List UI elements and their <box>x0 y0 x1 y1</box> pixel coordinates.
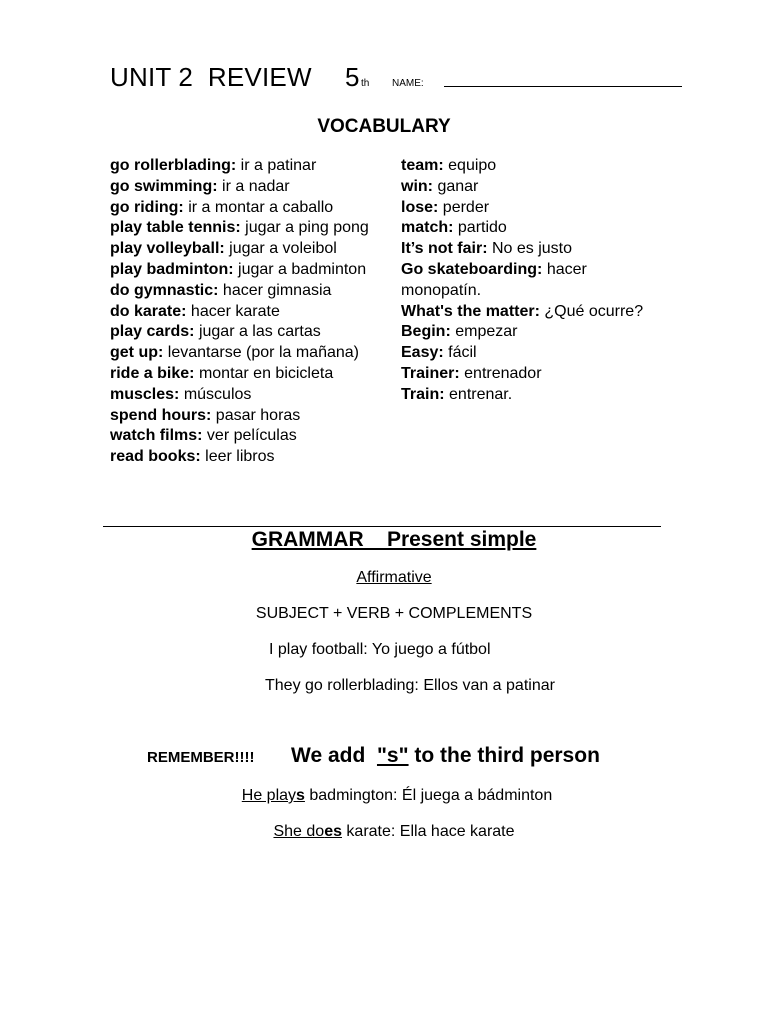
vocab-term: It’s not fair: <box>401 240 488 258</box>
example-sentence: I play football: Yo juego a fútbol <box>269 641 491 658</box>
vocab-item <box>110 322 395 343</box>
vocab-term: go swimming: <box>110 177 218 195</box>
vocab-item <box>401 239 671 260</box>
remember-label: REMEMBER!!!! <box>147 749 255 766</box>
example-suffix: es <box>324 823 342 840</box>
vocab-term: go rollerblading: <box>110 157 237 174</box>
vocab-item <box>110 406 395 427</box>
name-line <box>444 86 682 87</box>
worksheet-header <box>110 62 685 96</box>
vocab-term: lose: <box>401 198 439 216</box>
vocab-item <box>110 302 395 323</box>
vocab-item <box>401 218 671 239</box>
vocab-translation: jugar a voleibol <box>229 240 337 258</box>
vocab-translation: partido <box>457 219 507 237</box>
vocab-translation: ir a patinar <box>240 157 317 174</box>
vocab-translation: hacer monopatín. <box>401 260 587 299</box>
vocab-item <box>110 177 395 198</box>
vocab-item <box>401 322 671 343</box>
vocab-translation: ir a nadar <box>222 177 290 195</box>
example-suffix: s <box>296 787 305 804</box>
vocab-translation: ¿Qué ocurre? <box>544 302 644 320</box>
vocab-term: team: <box>401 157 444 174</box>
example-rest: badmington: Él juega a bádminton <box>304 787 553 804</box>
vocab-translation: jugar a ping pong <box>245 219 369 237</box>
vocab-term: play table tennis: <box>110 219 241 237</box>
sentence-structure: SUBJECT + VERB + COMPLEMENTS <box>255 605 533 622</box>
vocab-translation: pasar horas <box>215 406 301 424</box>
vocabulary-left-column <box>110 156 395 468</box>
vocab-term: do gymnastic: <box>110 281 219 299</box>
vocab-translation: montar en bicicleta <box>198 364 334 382</box>
vocab-term: win: <box>401 177 433 195</box>
affirmative-subheading: Affirmative <box>356 569 432 586</box>
vocab-translation: empezar <box>455 323 518 341</box>
third-person-rule <box>291 744 600 768</box>
vocab-term: Trainer: <box>401 364 460 382</box>
vocab-item <box>110 239 395 260</box>
vocab-item <box>401 198 671 219</box>
vocab-translation: hacer gimnasia <box>222 281 332 299</box>
vocab-translation: perder <box>442 198 490 216</box>
vocab-term: spend hours: <box>110 406 212 424</box>
vocab-item <box>401 177 671 198</box>
example-subject: She do <box>273 823 325 840</box>
vocab-translation: ver películas <box>206 427 297 445</box>
example-rest: karate: Ella hace karate <box>341 823 515 840</box>
vocab-term: Train: <box>401 385 445 403</box>
vocab-item <box>110 426 395 447</box>
vocab-translation: jugar a badminton <box>238 260 367 278</box>
vocab-item <box>401 302 671 323</box>
vocab-term: go riding: <box>110 198 184 216</box>
vocab-translation: ganar <box>437 177 479 195</box>
vocab-translation: hacer karate <box>190 302 280 320</box>
vocab-item <box>110 260 395 281</box>
vocab-term: do karate: <box>110 302 187 320</box>
third-person-example <box>13 787 768 805</box>
vocab-item <box>110 156 395 177</box>
vocab-item <box>110 198 395 219</box>
page-title: UNIT 2 REVIEW <box>110 62 312 92</box>
vocab-term: play cards: <box>110 323 195 341</box>
vocab-translation: ir a montar a caballo <box>188 198 334 216</box>
vocab-term: Go skateboarding: <box>401 260 543 278</box>
grade-number: 5 <box>345 62 360 92</box>
third-person-example <box>10 823 768 841</box>
vocabulary-heading: VOCABULARY <box>317 116 451 137</box>
vocab-translation: jugar a las cartas <box>198 323 321 341</box>
vocab-translation: músculos <box>183 385 252 403</box>
section-divider <box>103 526 661 527</box>
vocab-term: play badminton: <box>110 260 234 278</box>
vocab-translation: levantarse (por la mañana) <box>167 344 359 362</box>
example-sentence: They go rollerblading: Ellos van a patinar <box>265 677 555 694</box>
vocab-item <box>110 364 395 385</box>
vocab-translation: No es justo <box>491 240 573 258</box>
vocab-term: What's the matter: <box>401 302 540 320</box>
vocab-term: play volleyball: <box>110 240 225 258</box>
vocab-term: match: <box>401 219 454 237</box>
vocab-item <box>401 156 671 177</box>
vocab-item <box>110 343 395 364</box>
vocab-term: watch films: <box>110 427 203 445</box>
vocab-item <box>401 385 671 406</box>
vocab-item <box>110 447 395 468</box>
name-label: NAME: <box>392 78 424 89</box>
vocab-term: ride a bike: <box>110 364 195 382</box>
vocab-translation: fácil <box>448 344 477 362</box>
vocab-translation: entrenador <box>464 364 542 382</box>
grammar-heading: GRAMMAR Present simple <box>251 528 537 551</box>
vocab-item <box>110 385 395 406</box>
vocab-translation: equipo <box>448 157 497 174</box>
vocab-item <box>401 260 671 302</box>
rule-text: We add <box>291 744 377 767</box>
rule-highlight: "s" <box>376 744 409 767</box>
vocab-item <box>110 281 395 302</box>
vocab-translation: entrenar. <box>449 385 513 403</box>
vocab-translation: leer libros <box>205 448 275 466</box>
vocab-term: read books: <box>110 448 201 466</box>
vocab-term: Begin: <box>401 323 451 341</box>
vocab-item <box>401 343 671 364</box>
vocab-term: Easy: <box>401 344 444 362</box>
vocabulary-right-column <box>401 156 671 406</box>
rule-text: to the third person <box>408 744 600 767</box>
vocab-term: get up: <box>110 344 164 362</box>
example-subject: He play <box>241 787 297 804</box>
vocab-item <box>110 218 395 239</box>
grade-suffix: th <box>361 78 370 89</box>
vocab-term: muscles: <box>110 385 180 403</box>
vocab-item <box>401 364 671 385</box>
